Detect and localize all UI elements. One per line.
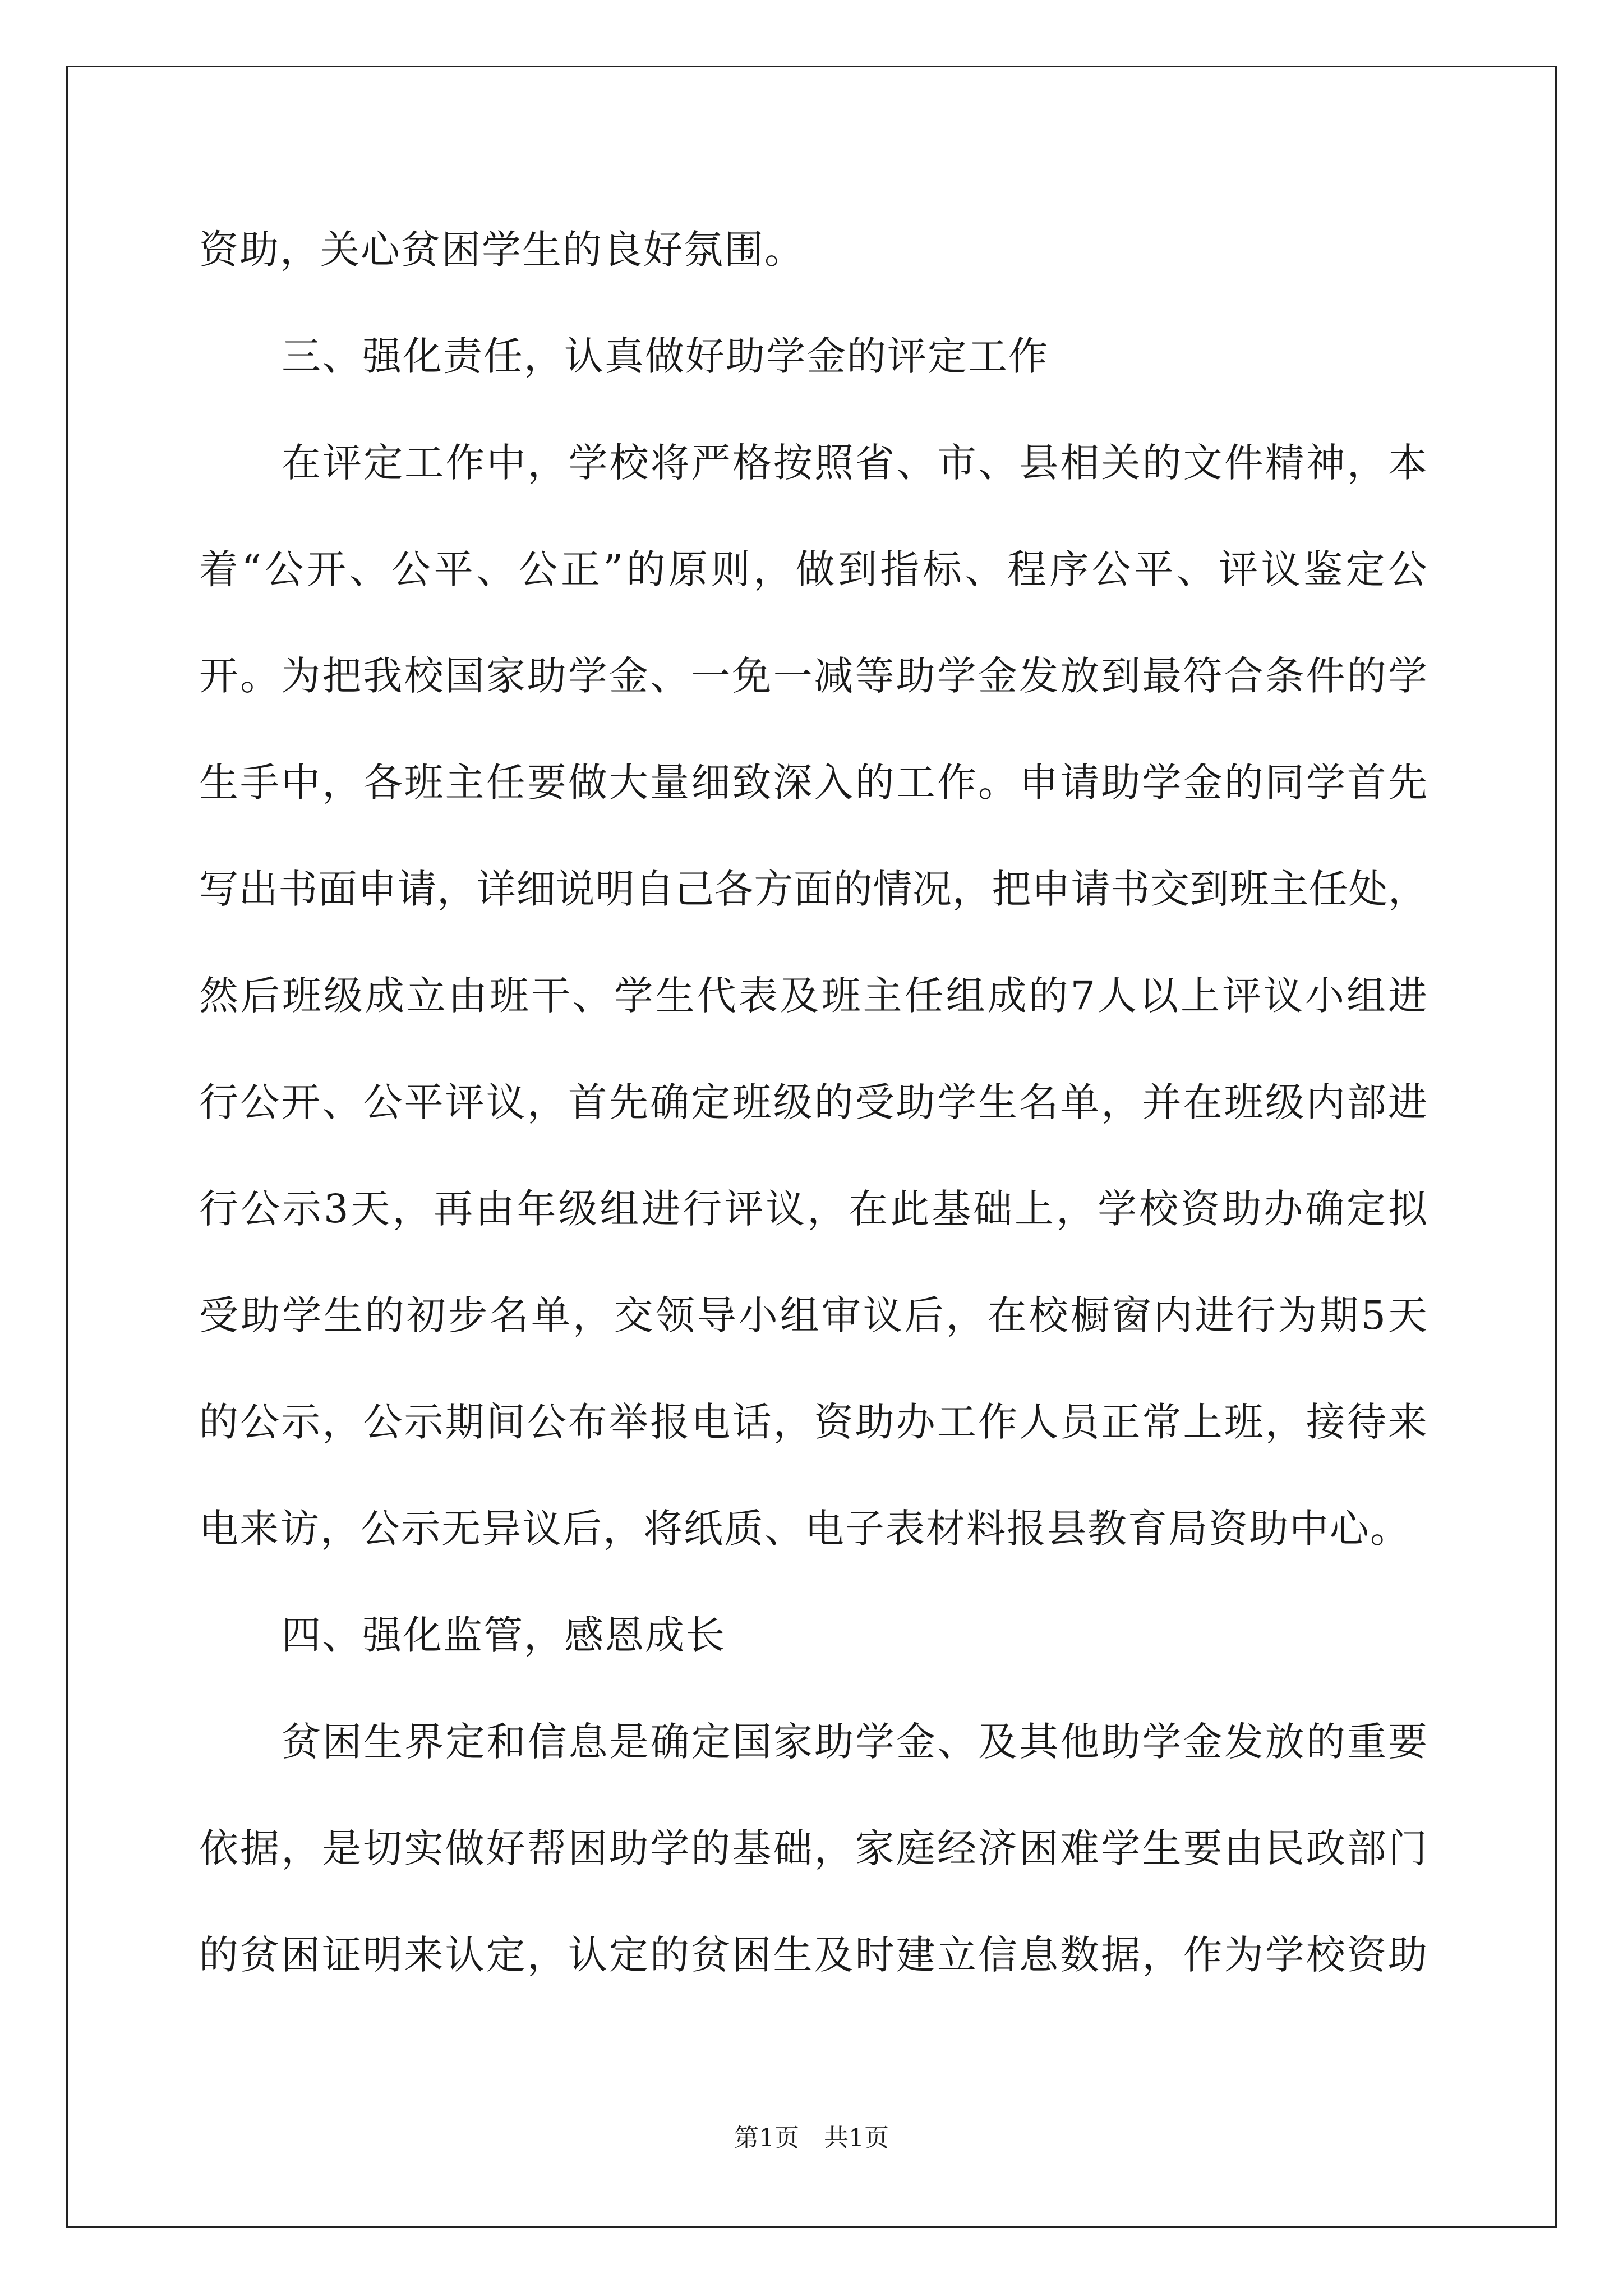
text-line: 在评定工作中，学校将严格按照省、市、县相关的文件精神，本	[282, 440, 1427, 486]
text-line: 受助学生的初步名单，交领导小组审议后，在校橱窗内进行为期5天	[199, 1292, 1427, 1338]
section-heading: 四、强化监管，感恩成长	[282, 1612, 726, 1658]
text-line: 着“公开、公平、公正”的原则，做到指标、程序公平、评议鉴定公	[199, 546, 1427, 592]
text-line: 行公示3天，再由年级组进行评议，在此基础上，学校资助办确定拟	[199, 1186, 1427, 1232]
text-line: 写出书面申请，详细说明自己各方面的情况，把申请书交到班主任处，	[199, 866, 1427, 912]
text-line: 行公开、公平评议，首先确定班级的受助学生名单，并在班级内部进	[199, 1079, 1427, 1125]
text-line: 生手中，各班主任要做大量细致深入的工作。申请助学金的同学首先	[199, 760, 1427, 806]
text-line: 的公示，公示期间公布举报电话，资助办工作人员正常上班，接待来	[199, 1399, 1427, 1445]
text-line: 电来访，公示无异议后，将纸质、电子表材料报县教育局资助中心。	[199, 1506, 1410, 1552]
text-line: 贫困生界定和信息是确定国家助学金、及其他助学金发放的重要	[282, 1719, 1427, 1765]
page-footer: 第1页 共1页	[734, 2124, 889, 2152]
text-line: 资助，关心贫困学生的良好氛围。	[199, 227, 805, 273]
page-border	[66, 66, 1557, 2228]
text-line: 开。为把我校国家助学金、一免一减等助学金发放到最符合条件的学	[199, 653, 1427, 699]
text-line: 依据，是切实做好帮困助学的基础，家庭经济困难学生要由民政部门	[199, 1825, 1427, 1871]
text-line: 然后班级成立由班干、学生代表及班主任组成的7人以上评议小组进	[199, 973, 1427, 1019]
text-line: 的贫困证明来认定，认定的贫困生及时建立信息数据，作为学校资助	[199, 1932, 1427, 1978]
section-heading: 三、强化责任，认真做好助学金的评定工作	[282, 333, 1049, 379]
